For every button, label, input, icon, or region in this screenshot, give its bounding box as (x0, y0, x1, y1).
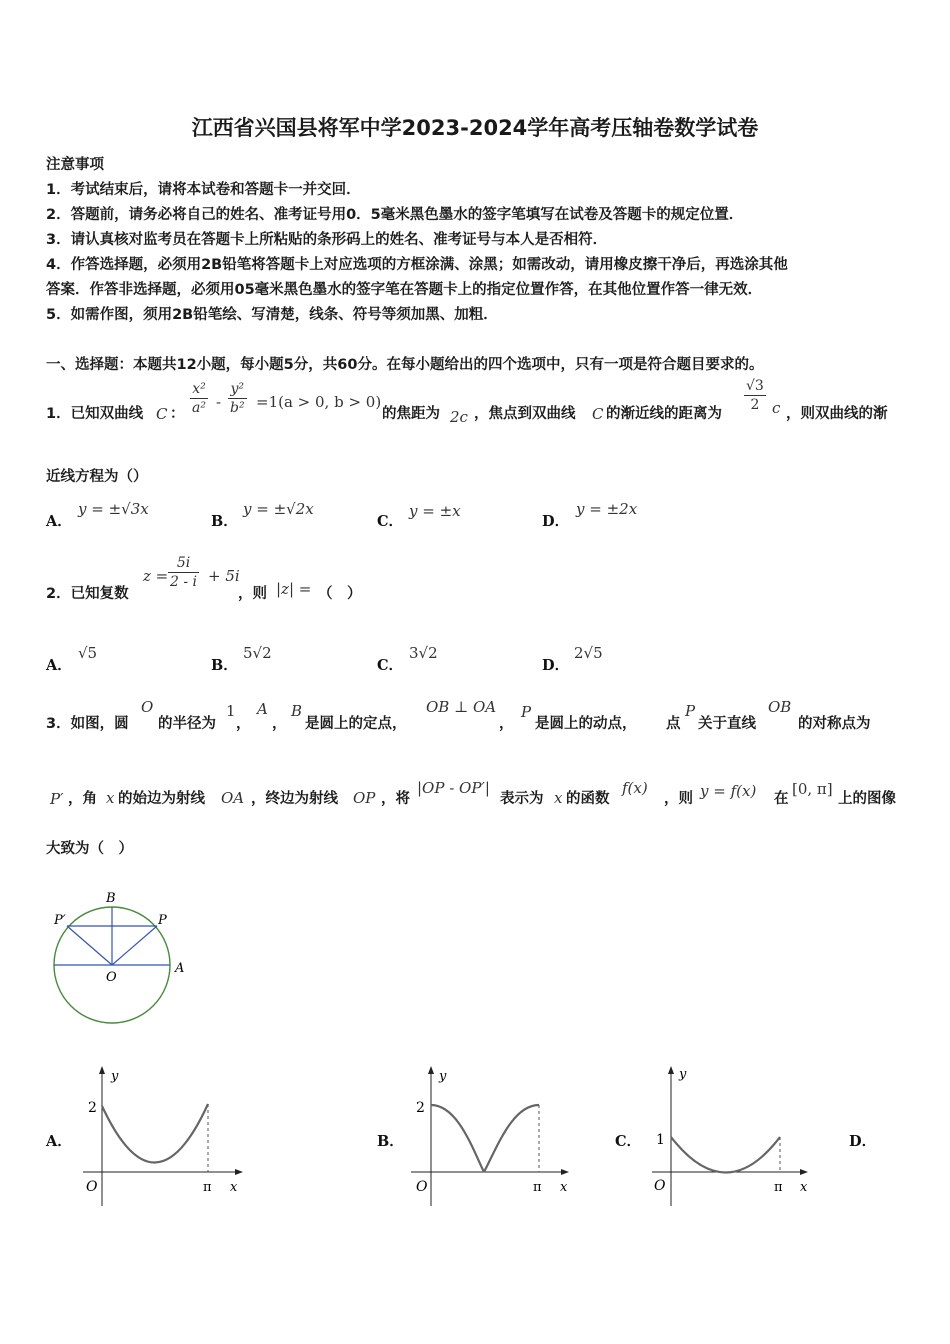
q3-perp: OB ⊥ OA (426, 698, 497, 716)
tick-y: 2 (88, 1100, 97, 1116)
label-p: P (158, 913, 167, 928)
q1-frac-dist-den: 2 (750, 397, 760, 413)
q1-frac-y (228, 380, 247, 417)
section-heading: 一、选择题：本题共12小题，每小题5分，共60分。在每小题给出的四个选项中，只有一项是符合题目要求的。 (46, 357, 764, 373)
q1-curve-c: C (156, 405, 168, 423)
q3-text: 点 (666, 716, 681, 732)
origin: O (416, 1179, 428, 1195)
q3-text: ，则 (664, 791, 693, 807)
q3-text: 是圆上的动点， (535, 716, 637, 732)
q2-paren: （ ） (318, 586, 362, 602)
q2-option-c[interactable]: 3√2 (409, 644, 438, 662)
q1-colon: ： (170, 406, 185, 422)
q3-text: 关于直线 (698, 716, 756, 732)
q3-comma: ， (236, 716, 251, 732)
q3-text: ，终边为射线 (251, 791, 338, 807)
radius-op-prime (67, 926, 112, 965)
q1-option-a-label[interactable]: A． (46, 513, 72, 530)
q3-var-op: OP (353, 789, 376, 807)
q3-option-b-label[interactable]: B． (377, 1133, 404, 1150)
q2-option-d[interactable]: 2√5 (574, 644, 603, 662)
axis-y: y (679, 1067, 687, 1082)
q3-text: ，将 (381, 791, 410, 807)
origin: O (86, 1179, 98, 1195)
q3-var-a: A (257, 700, 268, 718)
q2-absz: |z| = (276, 580, 312, 598)
q2-option-a[interactable]: √5 (78, 644, 98, 662)
notice-item: 5．如需作图，须用2B铅笔绘、写清楚，线条、符号等须加黑、加粗． (46, 307, 498, 323)
q2-text: ，则 (238, 586, 267, 602)
q3-fx: f(x) (622, 779, 648, 797)
notice-item: 3．请认真核对监考员在答题卡上所粘贴的条形码上的姓名、准考证号与本人是否相符． (46, 232, 608, 248)
q3-var-pprime: P′ (50, 790, 64, 808)
q3-text: 在 (774, 791, 789, 807)
notice-heading: 注意事项 (46, 157, 104, 173)
q1-condition: =1(a > 0, b > 0) (256, 393, 382, 411)
page-title: 江西省兴国县将军中学2023-2024学年高考压轴卷数学试卷 (191, 116, 759, 140)
q3-text: ，角 (68, 791, 97, 807)
origin: O (654, 1178, 666, 1194)
tick-pi: π (533, 1180, 542, 1195)
graph-option-b[interactable] (403, 1060, 583, 1210)
q1-frac-x (190, 380, 208, 417)
q1-number: 1．已知双曲线 (46, 406, 144, 422)
q1-text: 的焦距为 (382, 406, 440, 422)
notice-item: 2．答题前，请务必将自己的姓名、准考证号用0．5毫米黑色墨水的签字笔填写在试卷及答题卡的规定位置． (46, 207, 744, 223)
q3-option-c-label[interactable]: C． (615, 1133, 642, 1150)
q3-var-p: P (685, 702, 696, 720)
q1-focal: 2c (450, 408, 468, 426)
notice-item: 4．作答选择题，必须用2B铅笔将答题卡上对应选项的方框涂满、涂黑；如需改动，请用橡皮擦干净后，再选涂其他 (46, 257, 788, 273)
tick-pi: π (203, 1180, 212, 1195)
q1-frac-x-num: x² (190, 380, 208, 399)
q3-text: 的半径为 (158, 716, 216, 732)
q1-text: 的渐近线的距离为 (606, 406, 722, 422)
q3-var-x: x (106, 789, 115, 807)
q3-text-line3: 大致为（ ） (46, 841, 133, 857)
graph-option-a[interactable] (75, 1060, 255, 1210)
q3-text: 是圆上的定点， (305, 716, 407, 732)
q1-option-d[interactable]: y = ±2x (576, 500, 638, 518)
q1-option-a[interactable]: y = ±√3x (78, 500, 149, 518)
q1-frac-x-den: a² (192, 400, 206, 416)
q2-zeq: z = (143, 567, 169, 585)
q3-var-oa: OA (221, 789, 245, 807)
axis-x: x (230, 1180, 238, 1195)
q1-frac-y-den: b² (230, 400, 245, 416)
q1-frac-dist-num: √3 (746, 378, 764, 394)
q2-option-b-label[interactable]: B． (211, 657, 238, 674)
q3-abs-vector: |OP - OP′| (417, 779, 490, 797)
q1-option-c-label[interactable]: C． (377, 513, 404, 530)
q2-frac-num: 5i (168, 554, 199, 573)
q2-frac-den: 2 - i (170, 574, 198, 590)
notice-item: 答案．作答非选择题，必须用05毫米黑色墨水的签字笔在答题卡上的指定位置作答，在其他位置作答一律无效． (46, 282, 763, 298)
q2-option-b[interactable]: 5√2 (243, 644, 272, 662)
q2-frac (168, 554, 199, 591)
q1-option-b-label[interactable]: B． (211, 513, 238, 530)
graph-option-c[interactable] (640, 1060, 825, 1210)
q1-text: ，则双曲线的渐 (786, 406, 888, 422)
axis-y: y (111, 1069, 119, 1084)
q1-c: c (772, 399, 781, 417)
q1-option-b[interactable]: y = ±√2x (243, 500, 314, 518)
circle-figure (40, 880, 200, 1030)
q3-comma: ， (272, 716, 287, 732)
tick-y: 1 (656, 1132, 665, 1148)
q3-number: 3．如图，圆 (46, 716, 129, 732)
q3-var-b: B (291, 702, 303, 720)
q3-text: 表示为 (500, 791, 544, 807)
q1-option-d-label[interactable]: D． (542, 513, 570, 530)
q3-interval: [0, π] (792, 780, 833, 798)
q1-option-c[interactable]: y = ±x (409, 502, 461, 520)
q2-option-a-label[interactable]: A． (46, 657, 72, 674)
q3-var-o: O (141, 698, 154, 716)
q2-option-d-label[interactable]: D． (542, 657, 570, 674)
tick-y: 2 (416, 1100, 425, 1116)
label-o: O (106, 970, 117, 985)
q2-option-c-label[interactable]: C． (377, 657, 404, 674)
q3-var-x: x (554, 789, 563, 807)
radius-op (112, 926, 157, 965)
q1-frac-y-num: y² (228, 380, 247, 399)
axis-x: x (800, 1180, 808, 1195)
q3-radius: 1 (226, 702, 236, 720)
q3-comma: ， (499, 716, 514, 732)
q1-text: ，焦点到双曲线 (474, 406, 576, 422)
q1-frac-dist (744, 377, 766, 414)
tick-pi: π (774, 1180, 783, 1195)
axis-y: y (439, 1069, 447, 1084)
q1-minus: - (216, 393, 222, 411)
label-a: A (175, 961, 185, 976)
q3-var-ob: OB (768, 698, 792, 716)
label-p-prime: P′ (54, 913, 66, 928)
q3-text: 的对称点为 (798, 716, 871, 732)
q1-curve-c: C (592, 405, 604, 423)
q2-number: 2．已知复数 (46, 586, 129, 602)
q3-var-p: P (521, 703, 532, 721)
q3-option-a-label[interactable]: A． (46, 1133, 72, 1150)
q3-yfx: y = f(x) (700, 782, 757, 800)
q2-plus: + 5i (208, 567, 240, 585)
q3-text: 的函数 (566, 791, 610, 807)
q3-text: 的始边为射线 (118, 791, 205, 807)
q3-option-d-label[interactable]: D． (849, 1133, 877, 1150)
axis-x: x (560, 1180, 568, 1195)
q1-text-line2: 近线方程为（） (46, 469, 148, 485)
label-b: B (106, 891, 116, 906)
q3-text: 上的图像 (838, 791, 896, 807)
notice-item: 1．考试结束后，请将本试卷和答题卡一并交回． (46, 182, 361, 198)
